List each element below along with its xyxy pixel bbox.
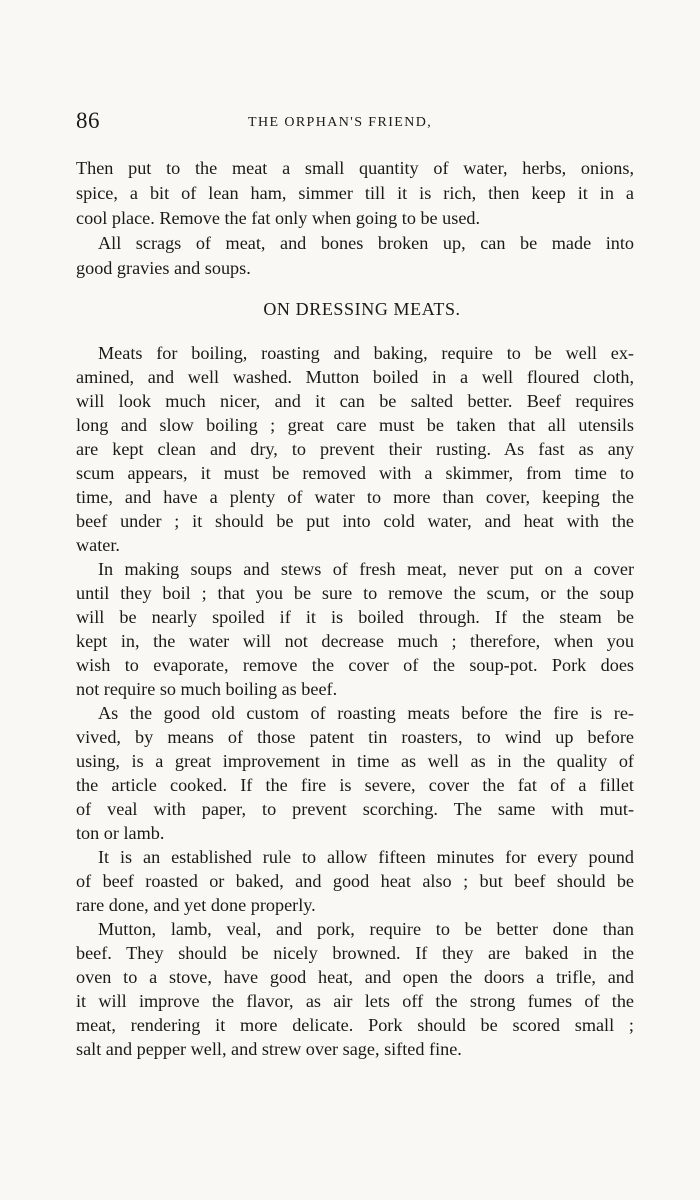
text-line: water.: [76, 535, 120, 555]
text-line: until they boil ; that you be sure to remove the scum, or the soup: [76, 583, 634, 603]
text-line: the article cooked. If the fire is severe, cover the fat of a fillet: [76, 775, 634, 795]
text-line: vived, by means of those patent tin roasters, to wind up before: [76, 727, 634, 747]
text-line: Then put to the meat a small quantity of water, herbs, onions,: [76, 158, 634, 178]
text-line: good gravies and soups.: [76, 258, 251, 278]
running-head: THE ORPHAN'S FRIEND,: [248, 115, 433, 130]
text-line: kept in, the water will not decrease much ; therefore, when you: [76, 631, 634, 651]
text-line: ton or lamb.: [76, 823, 165, 843]
text-line: cool place. Remove the fat only when going to be used.: [76, 208, 481, 228]
text-line: All scrags of meat, and bones broken up, can be made into: [98, 233, 634, 253]
text-line: it will improve the flavor, as air lets off the strong fumes of the: [76, 991, 634, 1011]
text-line: time, and have a plenty of water to more than cover, keeping the: [76, 487, 634, 507]
text-line: meat, rendering it more delicate. Pork should be scored small ;: [76, 1015, 634, 1035]
text-line: of veal with paper, to prevent scorching. The same with mut-: [76, 799, 634, 819]
page-header: [76, 108, 636, 140]
text-line: beef. They should be nicely browned. If they are baked in the: [76, 943, 634, 963]
page-number: 86: [76, 108, 100, 133]
text-line: Meats for boiling, roasting and baking, require to be well ex-: [98, 343, 634, 363]
text-line: oven to a stove, have good heat, and open the doors a trifle, and: [76, 967, 634, 987]
text-line: Mutton, lamb, veal, and pork, require to be better done than: [98, 919, 634, 939]
text-line: long and slow boiling ; great care must be taken that all utensils: [76, 415, 634, 435]
text-line: scum appears, it must be removed with a skimmer, from time to: [76, 463, 634, 483]
text-line: are kept clean and dry, to prevent their rusting. As fast as any: [76, 439, 634, 459]
text-line: In making soups and stews of fresh meat, never put on a cover: [98, 559, 634, 579]
text-line: spice, a bit of lean ham, simmer till it is rich, then keep it in a: [76, 183, 634, 203]
text-line: will look much nicer, and it can be salted better. Beef requires: [76, 391, 634, 411]
text-line: It is an established rule to allow fifteen minutes for every pound: [98, 847, 634, 867]
section-heading: ON DRESSING MEATS.: [263, 299, 461, 319]
text-line: beef under ; it should be put into cold water, and heat with the: [76, 511, 634, 531]
text-line: rare done, and yet done properly.: [76, 895, 316, 915]
text-line: amined, and well washed. Mutton boiled in a well floured cloth,: [76, 367, 634, 387]
text-line: using, is a great improvement in time as well as in the quality of: [76, 751, 634, 771]
text-line: not require so much boiling as beef.: [76, 679, 338, 699]
text-line: As the good old custom of roasting meats before the fire is re-: [98, 703, 634, 723]
text-line: of beef roasted or baked, and good heat also ; but beef should be: [76, 871, 634, 891]
text-line: will be nearly spoiled if it is boiled through. If the steam be: [76, 607, 634, 627]
text-line: wish to evaporate, remove the cover of the soup-pot. Pork does: [76, 655, 634, 675]
text-line: salt and pepper well, and strew over sage, sifted fine.: [76, 1039, 462, 1059]
